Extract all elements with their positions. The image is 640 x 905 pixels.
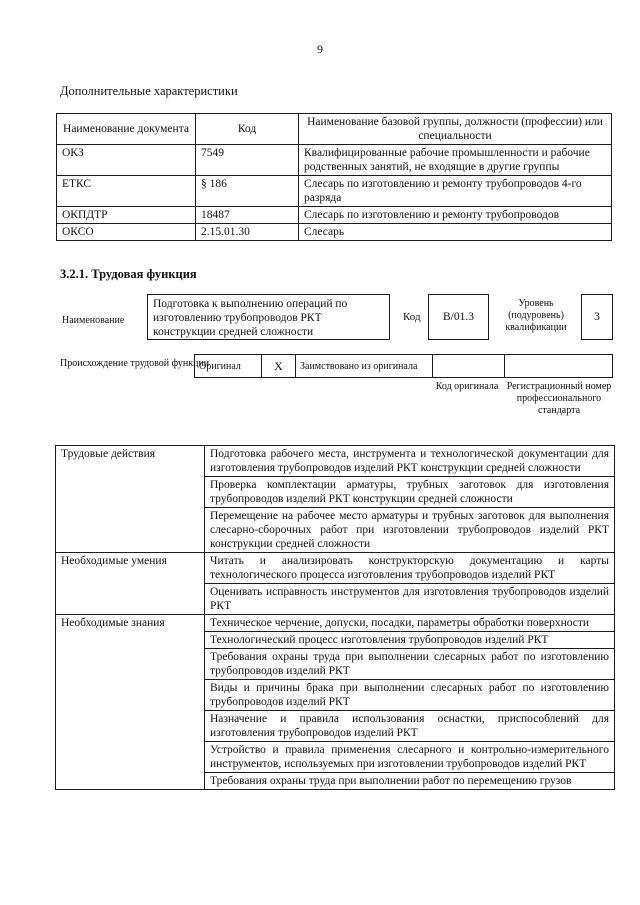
- additional-characteristics-table: [56, 113, 612, 241]
- list-item: Требования охраны труда при выполнении слесарных работ по изготовлению трубопроводов изделий РКТ: [205, 649, 615, 680]
- table-row: [56, 553, 615, 584]
- list-item: Оценивать исправность инструментов для изготовления трубопроводов изделий РКТ: [205, 584, 615, 615]
- list-item: Виды и причины брака при выполнении слесарных работ по изготовлению трубопроводов изделий РКТ: [205, 680, 615, 711]
- header-doc-name: Наименование документа: [57, 114, 196, 145]
- doc-cell: ОКСО: [57, 224, 196, 241]
- qualification-level-label: Уровень (подуровень) квалификации: [505, 298, 567, 333]
- name-cell: Слесарь по изготовлению и ремонту трубопроводов 4-го разряда: [299, 176, 612, 207]
- table-row: [57, 145, 612, 176]
- list-item: Техническое черчение, допуски, посадки, параметры обработки поверхности: [205, 615, 615, 632]
- list-item: Перемещение на рабочее место арматуры и трубных заготовок для выполнения слесарно-сборочных работ при изготовлении трубопроводов изделий РКТ конструкции средней сложности: [205, 508, 615, 553]
- table-header-row: [57, 114, 612, 145]
- list-item: Проверка комплектации арматуры, трубных заготовок для изготовления трубопроводов изделий РКТ конструкции средней сложности: [205, 477, 615, 508]
- table-row: [57, 207, 612, 224]
- origin-reg-caption: Регистрационный номер профессионального стандарта: [506, 381, 612, 416]
- header-code: Код: [196, 114, 299, 145]
- list-item: Технологический процесс изготовления трубопроводов изделий РКТ: [205, 632, 615, 649]
- function-name-label: Наименование: [62, 315, 125, 326]
- doc-cell: ЕТКС: [57, 176, 196, 207]
- origin-code-cell: [433, 355, 505, 378]
- name-cell: Квалифицированные рабочие промышленности и рабочие родственных занятий, не входящие в другие группы: [299, 145, 612, 176]
- list-item: Устройство и правила применения слесарного и контрольно-измерительного инструментов, используемых при изготовлении трубопроводов изделий РКТ: [205, 742, 615, 773]
- list-item: Требования охраны труда при выполнении работ по перемещению грузов: [205, 773, 615, 790]
- section-title: 3.2.1. Трудовая функция: [60, 267, 197, 281]
- origin-code-caption: Код оригинала: [435, 381, 499, 392]
- origin-label: Происхождение трудовой функции: [60, 358, 210, 369]
- doc-cell: ОКПДТР: [57, 207, 196, 224]
- category-labor-actions: Трудовые действия: [56, 446, 205, 553]
- table-row: [56, 615, 615, 632]
- code-cell: § 186: [196, 176, 299, 207]
- code-cell: 18487: [196, 207, 299, 224]
- borrowed-label: Заимствовано из оригинала: [296, 355, 433, 378]
- table-row: [57, 176, 612, 207]
- table-row: [56, 446, 615, 477]
- doc-cell: ОКЗ: [57, 145, 196, 176]
- category-required-skills: Необходимые умения: [56, 553, 205, 615]
- origin-table: [194, 354, 613, 378]
- name-cell: Слесарь по изготовлению и ремонту трубопроводов: [299, 207, 612, 224]
- additional-characteristics-heading: Дополнительные характеристики: [60, 84, 238, 98]
- list-item: Назначение и правила использования оснастки, приспособлений для изготовления трубопроводов изделий РКТ: [205, 711, 615, 742]
- original-label: Оригинал: [195, 355, 262, 378]
- code-cell: 7549: [196, 145, 299, 176]
- table-row: [57, 224, 612, 241]
- list-item: Читать и анализировать конструкторскую документацию и карты технологического процесса изготовления трубопроводов изделий РКТ: [205, 553, 615, 584]
- page-number: 9: [317, 42, 323, 56]
- name-cell: Слесарь: [299, 224, 612, 241]
- origin-reg-cell: [505, 355, 613, 378]
- qualification-level-value: 3: [581, 294, 613, 340]
- labor-function-table: [55, 445, 615, 790]
- function-code-value: B/01.3: [428, 294, 489, 340]
- header-base-group: Наименование базовой группы, должности (профессии) или специальности: [299, 114, 612, 145]
- list-item: Подготовка рабочего места, инструмента и технологической документации для изготовления трубопроводов изделий РКТ конструкции средней сложности: [205, 446, 615, 477]
- code-cell: 2.15.01.30: [196, 224, 299, 241]
- original-mark: X: [262, 355, 296, 378]
- function-name-value: Подготовка к выполнению операций по изготовлению трубопроводов РКТ конструкции средней сложности: [147, 294, 390, 340]
- category-required-knowledge: Необходимые знания: [56, 615, 205, 790]
- function-code-label: Код: [403, 311, 421, 323]
